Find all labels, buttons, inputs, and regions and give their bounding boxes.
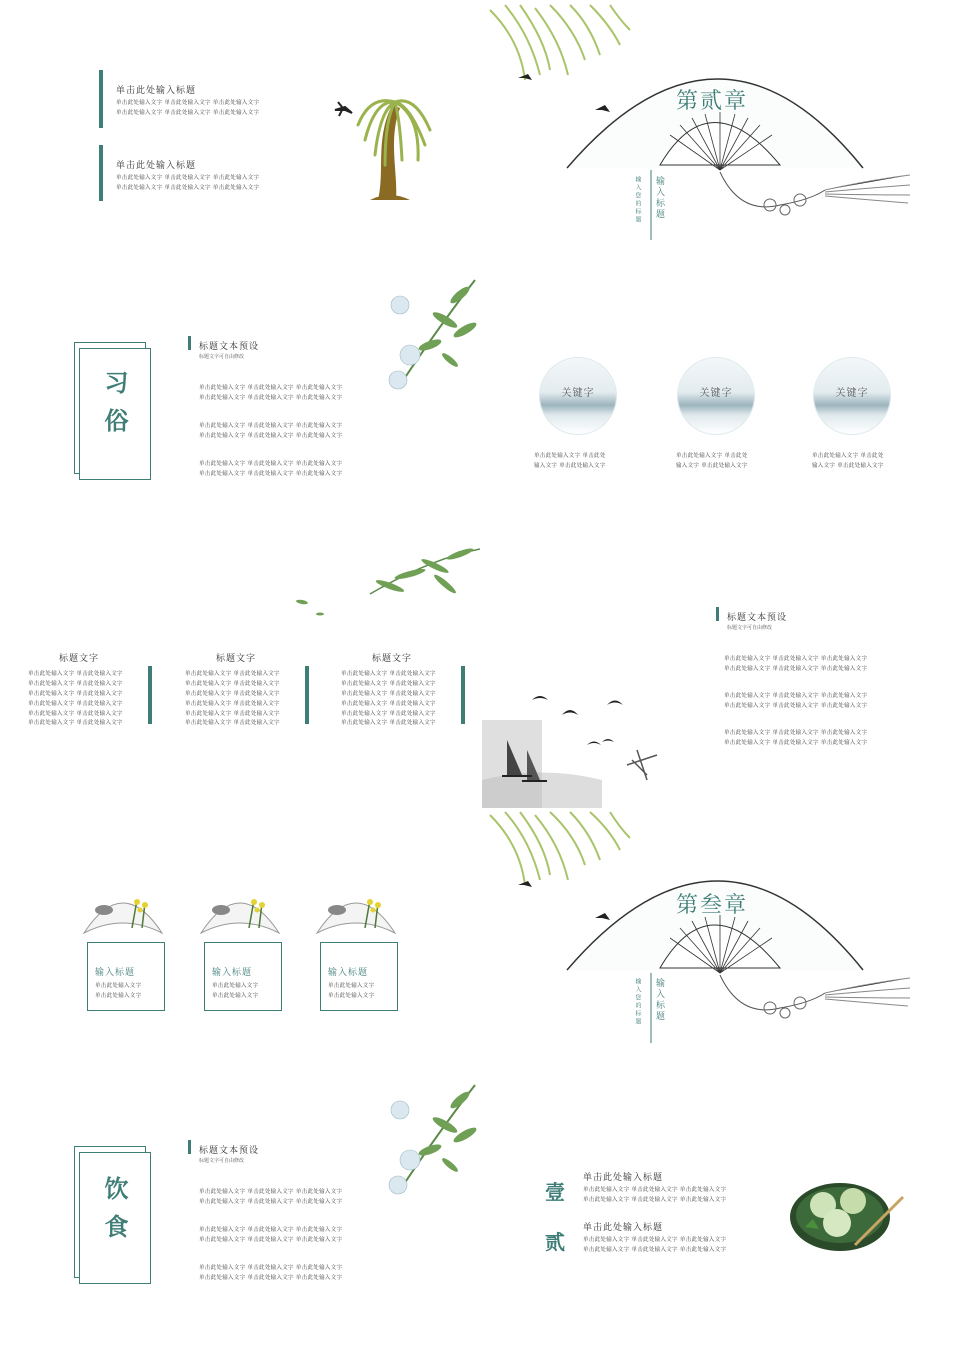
card-text[interactable]: 单击此处输入文字 bbox=[212, 983, 259, 989]
keyword-circle[interactable] bbox=[814, 358, 890, 434]
slide-8 bbox=[480, 810, 960, 1078]
column-text[interactable]: 单击此处输入文字 单击此处输入文字 bbox=[185, 720, 280, 726]
item-text[interactable]: 单击此处输入文字 单击此处输入文字 单击此处输入文字 bbox=[583, 1247, 727, 1253]
column-text[interactable]: 单击此处输入文字 单击此处输入文字 bbox=[341, 720, 436, 726]
body-line[interactable]: 单击此处输入文字 单击此处输入文字 单击此处输入文字 bbox=[199, 1275, 343, 1281]
body-line[interactable]: 单击此处输入文字 单击此处输入文字 单击此处输入文字 bbox=[724, 703, 868, 709]
chapter-title[interactable]: 第贰章 bbox=[676, 89, 749, 114]
card-title[interactable]: 输入标题 bbox=[212, 968, 253, 978]
accent-bar bbox=[99, 70, 103, 128]
accent-bar bbox=[148, 666, 152, 724]
body-line[interactable]: 单击此处输入文字 单击此处输入文字 单击此处输入文字 bbox=[199, 433, 343, 439]
column-text[interactable]: 单击此处输入文字 单击此处输入文字 bbox=[28, 681, 123, 687]
slide-7 bbox=[0, 810, 480, 1078]
column-text[interactable]: 单击此处输入文字 单击此处输入文字 bbox=[185, 681, 280, 687]
subheading[interactable]: 标题文字可自由修改 bbox=[727, 625, 773, 631]
slide-5 bbox=[0, 540, 480, 808]
card-text[interactable]: 单击此处输入文字 bbox=[328, 983, 375, 989]
body-line[interactable]: 单击此处输入文字 单击此处输入文字 单击此处输入文字 bbox=[199, 461, 343, 467]
column-text[interactable]: 单击此处输入文字 单击此处输入文字 bbox=[185, 671, 280, 677]
slide-9 bbox=[0, 1080, 480, 1348]
column-title[interactable]: 标题文字 bbox=[372, 654, 413, 664]
item-text[interactable]: 单击此处输入文字 单击此处输入文字 单击此处输入文字 bbox=[583, 1237, 727, 1243]
slide-6 bbox=[480, 540, 960, 808]
body-line[interactable]: 单击此处输入文字 单击此处输入文字 单击此处输入文字 bbox=[199, 423, 343, 429]
column-text[interactable]: 单击此处输入文字 单击此处输入文字 bbox=[28, 691, 123, 697]
column-text[interactable]: 单击此处输入文字 单击此处输入文字 bbox=[28, 711, 123, 717]
keyword-text[interactable]: 输入文字 单击此处输入文字 bbox=[676, 463, 748, 469]
card-title[interactable]: 输入标题 bbox=[95, 968, 136, 978]
accent-bar bbox=[188, 1140, 191, 1154]
keyword-text[interactable]: 输入文字 单击此处输入文字 bbox=[812, 463, 884, 469]
body-line[interactable]: 单击此处输入文字 单击此处输入文字 单击此处输入文字 bbox=[724, 666, 868, 672]
column-text[interactable]: 单击此处输入文字 单击此处输入文字 bbox=[28, 701, 123, 707]
fan-illustration bbox=[480, 810, 960, 1078]
body-line[interactable]: 单击此处输入文字 单击此处输入文字 单击此处输入文字 bbox=[724, 693, 868, 699]
body-line[interactable]: 单击此处输入文字 单击此处输入文字 单击此处输入文字 bbox=[199, 1189, 343, 1195]
accent-bar bbox=[305, 666, 309, 724]
accent-bar bbox=[99, 145, 103, 201]
slide-10 bbox=[480, 1080, 960, 1348]
item-title[interactable]: 单击此处输入标题 bbox=[583, 1223, 664, 1233]
keyword-circle[interactable] bbox=[540, 358, 616, 434]
card-text[interactable]: 单击此处输入文字 bbox=[328, 993, 375, 999]
body-line[interactable]: 单击此处输入文字 单击此处输入文字 单击此处输入文字 bbox=[724, 656, 868, 662]
column-text[interactable]: 单击此处输入文字 单击此处输入文字 bbox=[341, 681, 436, 687]
keyword-label: 关键字 bbox=[699, 388, 733, 399]
heading[interactable]: 标题文本预设 bbox=[727, 613, 788, 623]
vertical-title[interactable]: 输入标题 bbox=[654, 978, 664, 1022]
subheading[interactable]: 标题文字可自由修改 bbox=[199, 1158, 245, 1164]
block-text[interactable]: 单击此处输入文字 单击此处输入文字 单击此处输入文字 bbox=[116, 110, 260, 116]
column-text[interactable]: 单击此处输入文字 单击此处输入文字 bbox=[341, 691, 436, 697]
column-text[interactable]: 单击此处输入文字 单击此处输入文字 bbox=[185, 711, 280, 717]
keyword-text[interactable]: 单击此处输入文字 单击此处 bbox=[534, 453, 606, 459]
body-line[interactable]: 单击此处输入文字 单击此处输入文字 单击此处输入文字 bbox=[724, 740, 868, 746]
column-text[interactable]: 单击此处输入文字 单击此处输入文字 bbox=[341, 701, 436, 707]
keyword-text[interactable]: 输入文字 单击此处输入文字 bbox=[534, 463, 606, 469]
keyword-label: 关键字 bbox=[561, 388, 595, 399]
section-title[interactable]: 习俗 bbox=[100, 370, 128, 446]
block-title[interactable]: 单击此处输入标题 bbox=[116, 161, 197, 171]
body-line[interactable]: 单击此处输入文字 单击此处输入文字 单击此处输入文字 bbox=[199, 395, 343, 401]
subheading[interactable]: 标题文字可自由修改 bbox=[199, 354, 245, 360]
card-text[interactable]: 单击此处输入文字 bbox=[95, 993, 142, 999]
vertical-subtitle[interactable]: 输入您的标题 bbox=[634, 176, 641, 224]
slide-1 bbox=[0, 0, 480, 268]
slide-3 bbox=[0, 270, 480, 538]
column-text[interactable]: 单击此处输入文字 单击此处输入文字 bbox=[28, 671, 123, 677]
column-text[interactable]: 单击此处输入文字 单击此处输入文字 bbox=[341, 671, 436, 677]
block-text[interactable]: 单击此处输入文字 单击此处输入文字 单击此处输入文字 bbox=[116, 185, 260, 191]
body-line[interactable]: 单击此处输入文字 单击此处输入文字 单击此处输入文字 bbox=[199, 1237, 343, 1243]
body-line[interactable]: 单击此处输入文字 单击此处输入文字 单击此处输入文字 bbox=[199, 385, 343, 391]
keyword-label: 关键字 bbox=[835, 388, 869, 399]
column-text[interactable]: 单击此处输入文字 单击此处输入文字 bbox=[185, 701, 280, 707]
column-text[interactable]: 单击此处输入文字 单击此处输入文字 bbox=[28, 720, 123, 726]
block-text[interactable]: 单击此处输入文字 单击此处输入文字 单击此处输入文字 bbox=[116, 100, 260, 106]
numeral: 壹 bbox=[545, 1180, 565, 1204]
green-dumplings-icon bbox=[785, 1175, 905, 1255]
keyword-text[interactable]: 单击此处输入文字 单击此处 bbox=[812, 453, 884, 459]
body-line[interactable]: 单击此处输入文字 单击此处输入文字 单击此处输入文字 bbox=[199, 1227, 343, 1233]
fan-painting-icon bbox=[82, 888, 164, 936]
vertical-subtitle[interactable]: 输入您的标题 bbox=[634, 978, 641, 1026]
body-line[interactable]: 单击此处输入文字 单击此处输入文字 单击此处输入文字 bbox=[199, 1265, 343, 1271]
heading[interactable]: 标题文本预设 bbox=[199, 342, 260, 352]
body-line[interactable]: 单击此处输入文字 单击此处输入文字 单击此处输入文字 bbox=[724, 730, 868, 736]
accent-bar bbox=[461, 666, 465, 724]
chapter-title[interactable]: 第叁章 bbox=[676, 893, 749, 918]
keyword-circle[interactable] bbox=[678, 358, 754, 434]
column-title[interactable]: 标题文字 bbox=[216, 654, 257, 664]
section-title[interactable]: 饮食 bbox=[100, 1176, 128, 1252]
bamboo-leaves-icon bbox=[280, 544, 480, 624]
item-text[interactable]: 单击此处输入文字 单击此处输入文字 单击此处输入文字 bbox=[583, 1187, 727, 1193]
flower-branch-icon bbox=[370, 275, 480, 400]
flower-branch-icon bbox=[370, 1080, 480, 1205]
block-title[interactable]: 单击此处输入标题 bbox=[116, 86, 197, 96]
numeral: 贰 bbox=[545, 1230, 565, 1254]
fan-illustration bbox=[480, 0, 960, 268]
item-title[interactable]: 单击此处输入标题 bbox=[583, 1173, 664, 1183]
accent-bar bbox=[188, 336, 191, 350]
body-line[interactable]: 单击此处输入文字 单击此处输入文字 单击此处输入文字 bbox=[199, 471, 343, 477]
column-title[interactable]: 标题文字 bbox=[59, 654, 100, 664]
willow-tree-icon bbox=[330, 80, 440, 205]
slide-2 bbox=[480, 0, 960, 268]
fan-painting-icon bbox=[199, 888, 281, 936]
vertical-title[interactable]: 输入标题 bbox=[654, 176, 664, 220]
body-line[interactable]: 单击此处输入文字 单击此处输入文字 单击此处输入文字 bbox=[199, 1199, 343, 1205]
item-text[interactable]: 单击此处输入文字 单击此处输入文字 单击此处输入文字 bbox=[583, 1197, 727, 1203]
card-text[interactable]: 单击此处输入文字 bbox=[212, 993, 259, 999]
heading[interactable]: 标题文本预设 bbox=[199, 1146, 260, 1156]
accent-bar bbox=[716, 607, 719, 621]
ink-landscape-icon bbox=[482, 680, 682, 808]
slide-4 bbox=[480, 270, 960, 538]
column-text[interactable]: 单击此处输入文字 单击此处输入文字 bbox=[341, 711, 436, 717]
fan-painting-icon bbox=[315, 888, 397, 936]
block-text[interactable]: 单击此处输入文字 单击此处输入文字 单击此处输入文字 bbox=[116, 175, 260, 181]
keyword-text[interactable]: 单击此处输入文字 单击此处 bbox=[676, 453, 748, 459]
card-title[interactable]: 输入标题 bbox=[328, 968, 369, 978]
column-text[interactable]: 单击此处输入文字 单击此处输入文字 bbox=[185, 691, 280, 697]
card-text[interactable]: 单击此处输入文字 bbox=[95, 983, 142, 989]
